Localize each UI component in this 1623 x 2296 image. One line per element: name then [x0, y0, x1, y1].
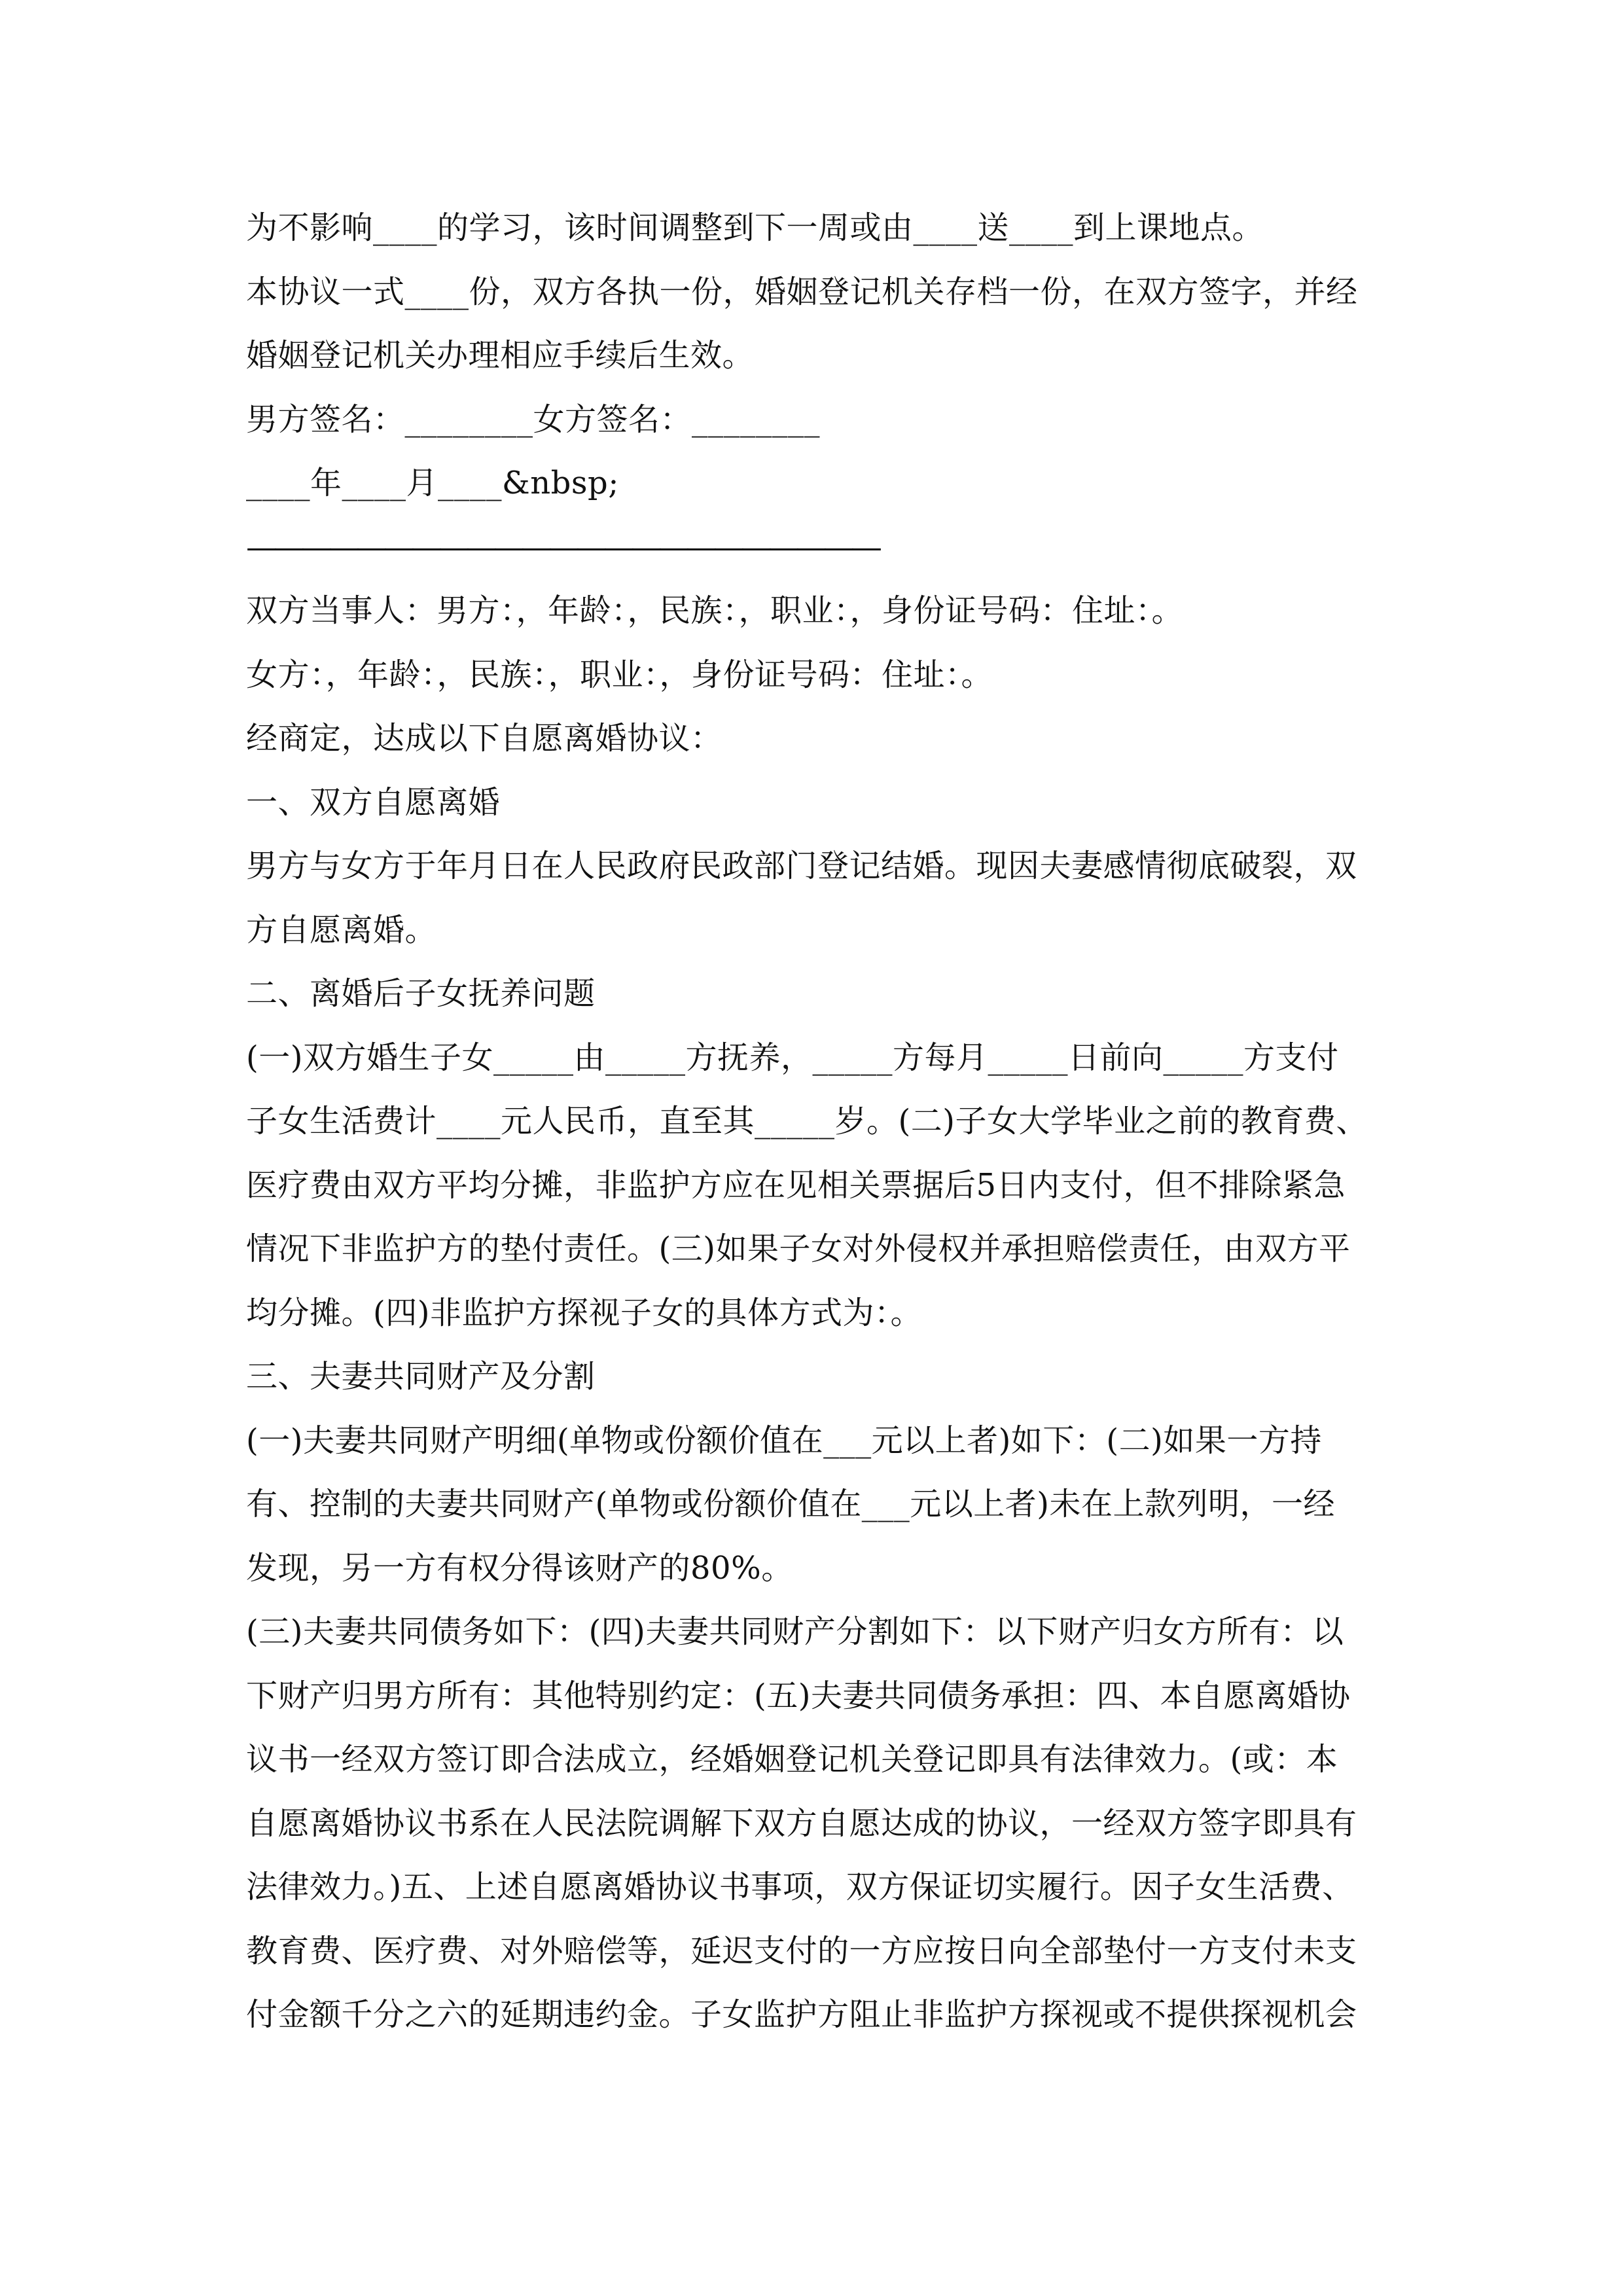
text-line: (三)夫妻共同债务如下：(四)夫妻共同财产分割如下：以下财产归女方所有：以: [246, 1613, 1344, 1650]
text-line: 法律效力。)五、上述自愿离婚协议书事项，双方保证切实履行。因子女生活费、: [246, 1869, 1354, 1905]
document-body: [246, 196, 1385, 2047]
text-line: 情况下非监护方的垫付责任。(三)如果子女对外侵权并承担赔偿责任，由双方平: [246, 1230, 1351, 1267]
text-line: 双方当事人：男方：，年龄：，民族：，职业：，身份证号码：住址：。: [246, 592, 1184, 629]
text-line: (一)双方婚生子女_____由_____方抚养，_____方每月_____日前向_____方支付: [246, 1039, 1339, 1076]
separator-rule: ———————————————————————: [246, 528, 878, 565]
text-line: 发现，另一方有权分得该财产的80%。: [246, 1549, 793, 1587]
signature-line: 男方签名：________女方签名：________: [246, 401, 821, 438]
text-line: 本协议一式____份，双方各执一份，婚姻登记机关存档一份，在双方签字，并经: [246, 273, 1358, 310]
text-line: 议书一经双方签订即合法成立，经婚姻登记机关登记即具有法律效力。(或：本: [246, 1741, 1338, 1778]
text-line: 教育费、医疗费、对外赔偿等，延迟支付的一方应按日向全部垫付一方支付未支: [246, 1932, 1357, 1969]
text-line: 为不影响____的学习，该时间调整到下一周或由____送____到上课地点。: [246, 209, 1264, 246]
section-heading: 二、离婚后子女抚养问题: [246, 975, 596, 1012]
text-line: 医疗费由双方平均分摊，非监护方应在见相关票据后5日内支付，但不排除紧急: [246, 1166, 1346, 1204]
text-line: 自愿离婚协议书系在人民法院调解下双方自愿达成的协议，一经双方签字即具有: [246, 1804, 1357, 1842]
text-line: 付金额千分之六的延期违约金。子女监护方阻止非监护方探视或不提供探视机会: [246, 1996, 1357, 2033]
text-line: 均分摊。(四)非监护方探视子女的具体方式为：。: [246, 1294, 922, 1331]
text-line: 女方：，年龄：，民族：，职业：，身份证号码：住址：。: [246, 656, 993, 693]
text-line: (一)夫妻共同财产明细(单物或份额价值在___元以上者)如下：(二)如果一方持: [246, 1422, 1322, 1459]
date-line: ____年____月____&nbsp;: [246, 465, 619, 501]
section-heading: 三、夫妻共同财产及分割: [246, 1358, 596, 1395]
text-line: 有、控制的夫妻共同财产(单物或份额价值在___元以上者)未在上款列明，一经: [246, 1486, 1335, 1522]
text-line: 婚姻登记机关办理相应手续后生效。: [246, 337, 755, 374]
text-line: 方自愿离婚。: [246, 911, 437, 948]
text-line: 经商定，达成以下自愿离婚协议：: [246, 720, 722, 757]
section-heading: 一、双方自愿离婚: [246, 783, 501, 821]
text-line: 子女生活费计____元人民币，直至其_____岁。(二)子女大学毕业之前的教育费、: [246, 1103, 1368, 1139]
text-line: 男方与女方于年月日在人民政府民政部门登记结婚。现因夫妻感情彻底破裂，双: [246, 848, 1357, 884]
text-line: 下财产归男方所有：其他特别约定：(五)夫妻共同债务承担：四、本自愿离婚协: [246, 1677, 1351, 1714]
